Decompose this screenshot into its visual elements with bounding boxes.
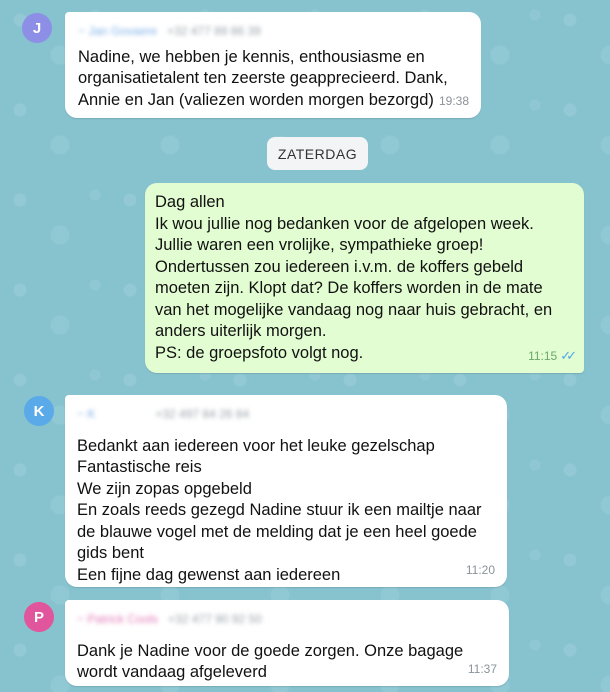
sender-name[interactable]: ~ Patrick Cools +32 477 90 92 50 xyxy=(77,612,262,626)
message-time: 11:20 xyxy=(465,562,495,577)
message-bubble[interactable] xyxy=(65,12,481,118)
message-bubble[interactable] xyxy=(65,600,509,686)
message-line: Bedankt aan iedereen voor het leuke gezelschap xyxy=(77,436,435,455)
message-line: Dank je Nadine voor de goede zorgen. Onze bagage xyxy=(77,641,464,660)
avatar[interactable]: K xyxy=(24,396,54,426)
message-text xyxy=(77,641,497,684)
message-line: Fantastische reis xyxy=(77,458,202,476)
message-line: Nadine, we hebben je kennis, enthousiasme en xyxy=(78,47,425,66)
message-line: van het mogelijke vandaag nog naar huis gebracht, en xyxy=(155,300,553,319)
message-text xyxy=(78,47,469,112)
message-line: We zijn zopas opgebeld xyxy=(77,479,252,498)
message-line: Jullie waren een vrolijke, sympathieke groep! xyxy=(155,236,484,254)
avatar[interactable]: P xyxy=(24,602,54,632)
message-bubble-outgoing[interactable] xyxy=(145,183,584,373)
avatar[interactable]: J xyxy=(22,13,52,43)
message-line: Ik wou jullie nog bedanken voor de afgelopen week. xyxy=(155,214,534,233)
sender-name[interactable]: ~ K +32 497 84 26 84 xyxy=(77,407,250,421)
sender-phone: +32 477 89 86 39 xyxy=(167,24,261,38)
message-line: Annie en Jan (valiezen worden morgen bezorgd) xyxy=(78,90,434,109)
message-line: PS: de groepsfoto volgt nog. xyxy=(155,343,364,362)
message-bubble[interactable] xyxy=(65,395,507,587)
message-text xyxy=(77,436,495,587)
message-line: moeten zijn. Klopt dat? De koffers worden in de mate xyxy=(155,279,543,297)
message-line: Een fijne dag gewenst aan iedereen xyxy=(77,565,341,584)
date-separator: ZATERDAG xyxy=(267,137,368,170)
message-line: wordt vandaag afgeleverd xyxy=(77,663,267,681)
message-line: gids bent xyxy=(77,544,144,562)
message-time: 11:37 xyxy=(467,661,497,676)
message-line: de blauwe vogel met de melding dat je een heel goede xyxy=(77,522,477,541)
message-line: Ondertussen zou iedereen i.v.m. de koffers gebeld xyxy=(155,257,524,276)
message-line: Dag allen xyxy=(155,193,225,211)
message-time: 19:38 xyxy=(438,93,469,108)
message-line: anders uiterlijk morgen. xyxy=(155,322,327,340)
read-receipt-icon: ✓✓ xyxy=(560,347,572,363)
message-time: 11:15 ✓✓ xyxy=(528,347,572,363)
message-line: organisatietalent ten zeerste geapprecieerd. Dank, xyxy=(78,69,448,87)
sender-phone: +32 497 84 26 84 xyxy=(155,407,250,421)
message-line: En zoals reeds gezegd Nadine stuur ik een mailtje naar xyxy=(77,501,482,519)
sender-name[interactable]: ~ Jan Govaere +32 477 89 86 39 xyxy=(78,24,261,38)
sender-phone: +32 477 90 92 50 xyxy=(168,612,262,626)
message-text xyxy=(155,192,574,364)
